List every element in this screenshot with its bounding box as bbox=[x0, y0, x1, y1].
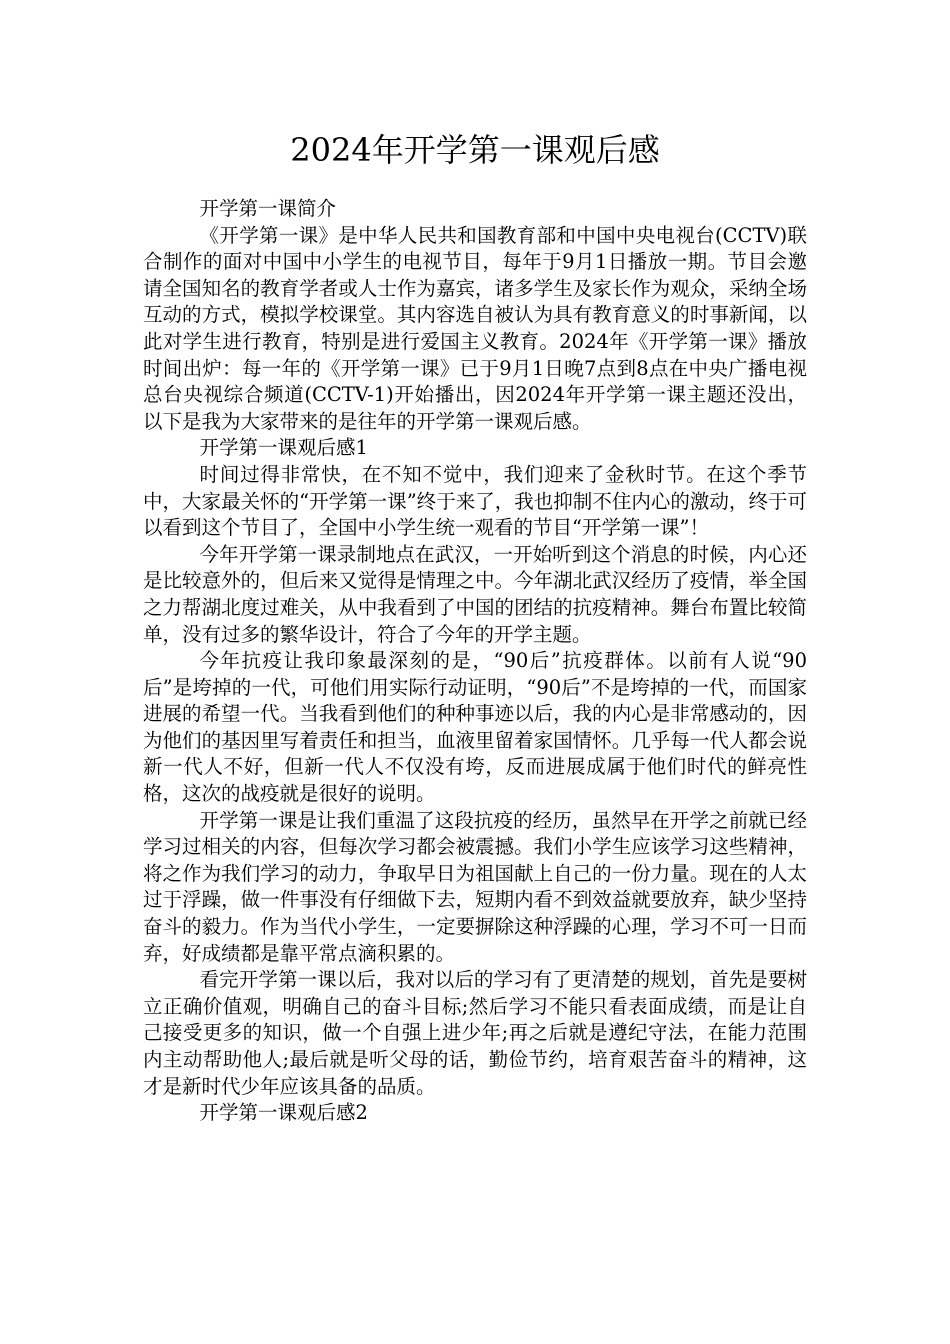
paragraph-review-1-a: 时间过得非常快，在不知不觉中，我们迎来了金秋时节。在这个季节中，大家最关怀的“开学第一课”终于来了，我也抑制不住内心的激动，终于可以看到这个节目了，全国中小学生统一观看的节目“开学第一课”！ bbox=[143, 462, 807, 540]
paragraph-intro: 《开学第一课》是中华人民共和国教育部和中国中央电视台(CCTV)联合制作的面对中国中小学生的电视节目，每年于9月1日播放一期。节目会邀请全国知名的教育学者或人士作为嘉宾，诸多学生及家长作为观众，采纳全场互动的方式，模拟学校课堂。其内容选自被认为具有教育意义的时事新闻，以此对学生进行教育，特别是进行爱国主义教育。2024年《开学第一课》播放时间出炉：每一年的《开学第一课》已于9月1日晚7点到8点在中央广播电视总台央视综合频道(CCTV-1)开始播出，因2024年开学第一课主题还没出，以下是我为大家带来的是往年的开学第一课观后感。 bbox=[143, 223, 807, 433]
section-heading-intro: 开学第一课简介 bbox=[199, 197, 337, 220]
section-heading-review-2: 开学第一课观后感2 bbox=[199, 1101, 368, 1125]
document-title: 2024年开学第一课观后感 bbox=[290, 131, 660, 169]
paragraph-review-1-b: 今年开学第一课录制地点在武汉，一开始听到这个消息的时候，内心还是比较意外的，但后来又觉得是情理之中。今年湖北武汉经历了疫情，举全国之力帮湖北度过难关，从中我看到了中国的团结的抗疫精神。舞台布置比较简单，没有过多的繁华设计，符合了今年的开学主题。 bbox=[143, 542, 807, 646]
section-heading-review-1: 开学第一课观后感1 bbox=[199, 436, 368, 460]
document-body bbox=[143, 196, 807, 1127]
paragraph-review-1-c: 今年抗疫让我印象最深刻的是，“90后”抗疫群体。以前有人说“90后”是垮掉的一代，可他们用实际行动证明，“90后”不是垮掉的一代，而国家进展的希望一代。当我看到他们的种种事迹以后，我的内心是非常感动的，因为他们的基因里写着责任和担当，血液里留着家国情怀。几乎每一代人都会说新一代人不好，但新一代人不仅没有垮，反而进展成属于他们时代的鲜亮性格，这次的战疫就是很好的说明。 bbox=[143, 649, 807, 806]
paragraph-review-1-e: 看完开学第一课以后，我对以后的学习有了更清楚的规划，首先是要树立正确价值观，明确自己的奋斗目标;然后学习不能只看表面成绩，而是让自己接受更多的知识，做一个自强上进少年;再之后就是遵纪守法，在能力范围内主动帮助他人;最后就是听父母的话，勤俭节约，培育艰苦奋斗的精神，这才是新时代少年应该具备的品质。 bbox=[143, 968, 807, 1098]
paragraph-review-1-d: 开学第一课是让我们重温了这段抗疫的经历，虽然早在开学之前就已经学习过相关的内容，但每次学习都会被震撼。我们小学生应该学习这些精神，将之作为我们学习的动力，争取早日为祖国献上自己的一份力量。现在的人太过于浮躁，做一件事没有仔细做下去，短期内看不到效益就要放弃，缺少坚持奋斗的毅力。作为当代小学生，一定要摒除这种浮躁的心理，学习不可一日而弃，好成绩都是靠平常点滴积累的。 bbox=[143, 808, 807, 965]
